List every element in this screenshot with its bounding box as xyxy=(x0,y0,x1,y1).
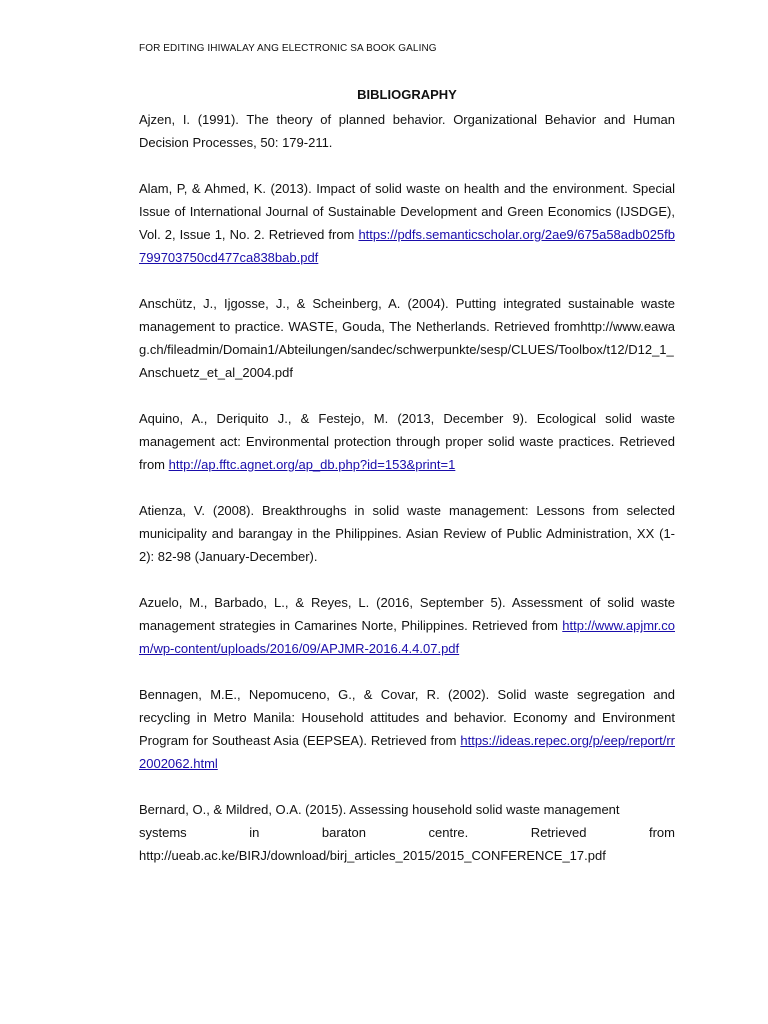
page-title: BIBLIOGRAPHY xyxy=(357,87,457,102)
reference-bernard-text: Bernard, O., & Mildred, O.A. (2015). Assessing household solid waste management xyxy=(139,802,620,817)
reference-ajzen: Ajzen, I. (1991). The theory of planned behavior. Organizational Behavior and Human Decision Processes, 50: 179-211. xyxy=(139,112,675,150)
reference-bennagen-link[interactable]: https://ideas.repec.org/p/eep/report/rr2002062.html xyxy=(139,733,675,771)
reference-bernard-line2: systems in baraton centre. Retrieved from xyxy=(139,825,675,840)
reference-azuelo xyxy=(139,591,675,660)
reference-aquino-link[interactable]: http://ap.fftc.agnet.org/ap_db.php?id=153&print=1 xyxy=(168,457,456,472)
reference-alam-link[interactable]: https://pdfs.semanticscholar.org/2ae9/675a58adb025fb799703750cd477ca838bab.pdf xyxy=(139,227,675,265)
reference-bennagen xyxy=(139,683,675,775)
reference-aquino-text: Aquino, A., Deriquito J., & Festejo, M. (2013, December 9). Ecological solid waste management act: Environmental protection through proper solid waste practices. Retrieved from xyxy=(139,411,675,472)
reference-bernard xyxy=(139,798,675,867)
reference-azuelo-text: Azuelo, M., Barbado, L., & Reyes, L. (2016, September 5). Assessment of solid waste management strategies in Camarines Norte, Philippines. Retrieved from xyxy=(139,595,675,633)
reference-aquino xyxy=(139,407,675,476)
reference-azuelo-link[interactable]: http://www.apjmr.com/wp-content/uploads/2016/09/APJMR-2016.4.4.07.pdf xyxy=(139,618,675,656)
reference-anschutz-url: fromhttp://www.eawag.ch/fileadmin/Domain1/Abteilungen/sandec/schwerpunkte/sesp/CLUES/Toolbox/t12/D12_1_Anschuetz_et_al_2004.pdf xyxy=(139,319,675,380)
reference-alam xyxy=(139,177,675,269)
reference-list xyxy=(139,108,675,890)
page-header: FOR EDITING IHIWALAY ANG ELECTRONIC SA BOOK GALING xyxy=(139,43,437,54)
reference-bennagen-text: Bennagen, M.E., Nepomuceno, G., & Covar, R. (2002). Solid waste segregation and recycling in Metro Manila: Household attitudes and behavior. Economy and Environment Program for Southeast Asia (EEPSEA). Retrieved from xyxy=(139,687,675,748)
reference-bernard-url: http://ueab.ac.ke/BIRJ/download/birj_articles_2015/2015_CONFERENCE_17.pdf xyxy=(139,848,606,863)
reference-anschutz-text: Anschütz, J., Ijgosse, J., & Scheinberg, A. (2004). Putting integrated sustainable waste management to practice. WASTE, Gouda, The Netherlands. Retrieved xyxy=(139,296,675,334)
reference-atienza: Atienza, V. (2008). Breakthroughs in solid waste management: Lessons from selected municipality and barangay in the Philippines. Asian Review of Public Administration, XX (1-2): 82-98 (January-December). xyxy=(139,503,675,564)
reference-alam-text: Alam, P, & Ahmed, K. (2013). Impact of solid waste on health and the environment. Special Issue of International Journal of Sustainable Development and Green Economics (IJSDGE), Vol. 2, Issue 1, No. 2. Retrieved from xyxy=(139,181,675,242)
reference-anschutz xyxy=(139,292,675,384)
